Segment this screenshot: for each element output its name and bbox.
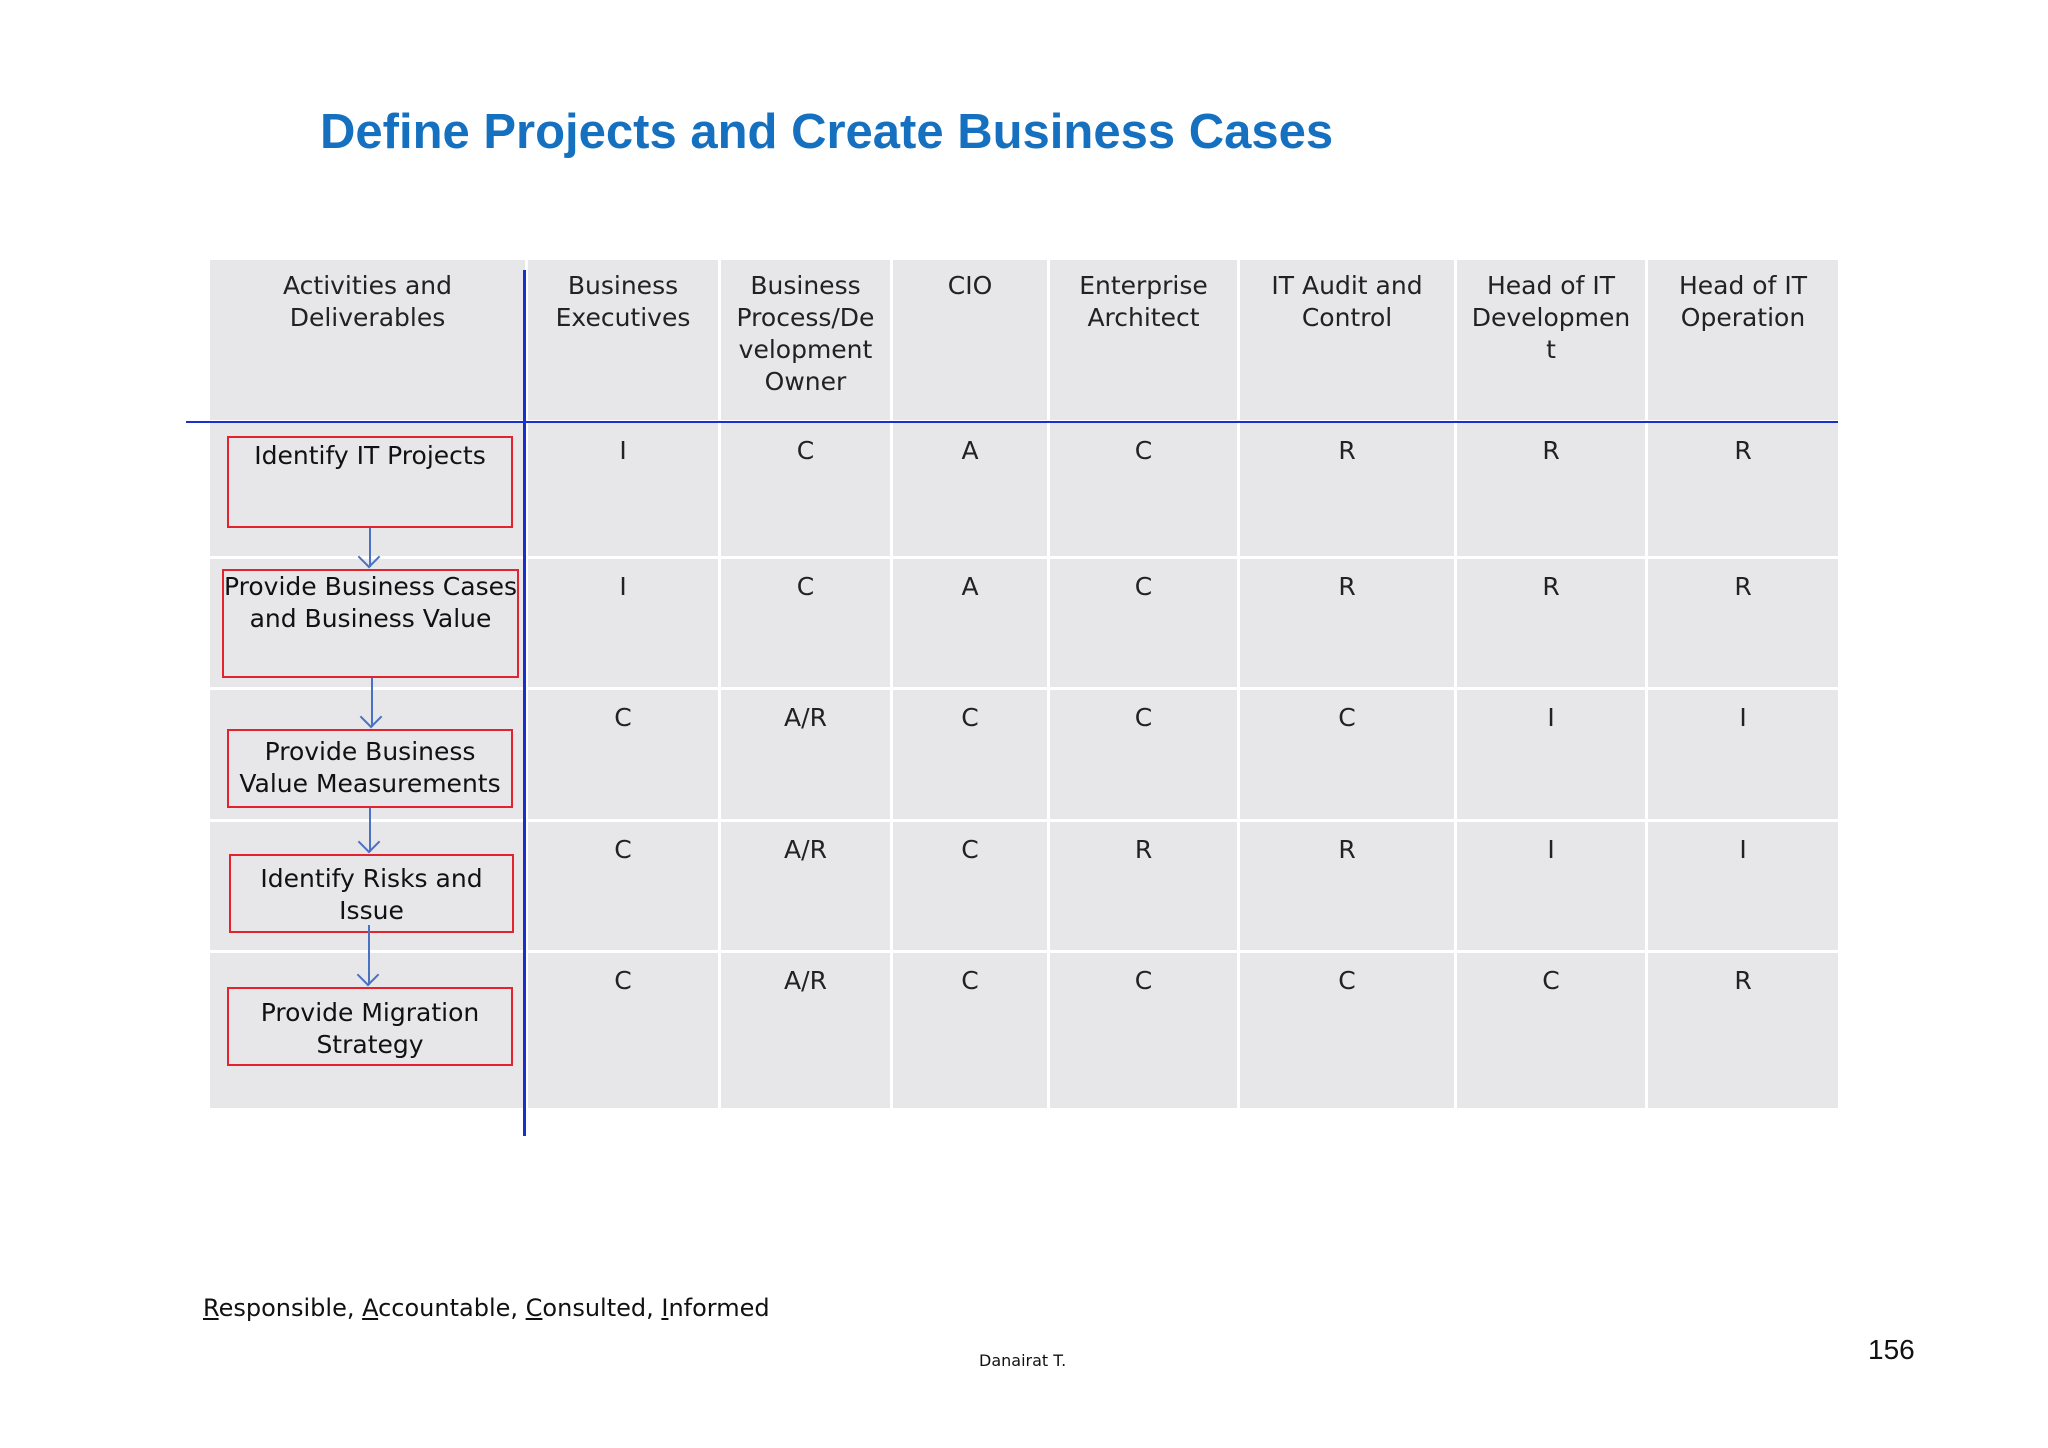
column-header: Business Process/De velopment Owner xyxy=(721,260,890,420)
column-header: IT Audit and Control xyxy=(1240,260,1454,420)
raci-value-cell: R xyxy=(1648,953,1838,1108)
raci-value-cell: C xyxy=(1240,690,1454,819)
raci-value-cell: C xyxy=(528,690,718,819)
raci-value-cell: C xyxy=(721,423,890,556)
raci-value-cell: R xyxy=(1457,559,1645,687)
page-number: 156 xyxy=(1868,1334,1915,1365)
author-footer: Danairat T. xyxy=(979,1351,1067,1370)
activity-box: Identify IT Projects xyxy=(227,436,513,528)
column-header: Business Executives xyxy=(528,260,718,420)
column-header: Enterprise Architect xyxy=(1050,260,1237,420)
activity-box: Provide Migration Strategy xyxy=(227,987,513,1066)
column-header: Activities and Deliverables xyxy=(210,260,525,420)
raci-value-cell: R xyxy=(1457,423,1645,556)
flow-arrow-icon xyxy=(362,678,382,729)
raci-value-cell: C xyxy=(1050,690,1237,819)
raci-value-cell: C xyxy=(893,822,1047,950)
legend-responsible: Responsible, xyxy=(203,1294,363,1322)
raci-value-cell: I xyxy=(1457,690,1645,819)
raci-value-cell: A/R xyxy=(721,690,890,819)
raci-value-cell: A xyxy=(893,559,1047,687)
raci-value-cell: I xyxy=(528,423,718,556)
flow-arrow-icon xyxy=(359,925,379,987)
column-header: CIO xyxy=(893,260,1047,420)
raci-value-cell: R xyxy=(1240,822,1454,950)
header-row-divider xyxy=(186,421,1838,423)
raci-value-cell: A/R xyxy=(721,822,890,950)
raci-value-cell: R xyxy=(1240,423,1454,556)
activity-box: Identify Risks and Issue xyxy=(229,854,514,933)
legend-accountable: Accountable, xyxy=(362,1294,526,1322)
page-title: Define Projects and Create Business Cases xyxy=(320,105,1334,159)
raci-value-cell: A xyxy=(893,423,1047,556)
raci-value-cell: C xyxy=(893,690,1047,819)
raci-value-cell: A/R xyxy=(721,953,890,1108)
raci-value-cell: R xyxy=(1050,822,1237,950)
raci-value-cell: C xyxy=(721,559,890,687)
flow-arrow-icon xyxy=(360,808,380,854)
legend-informed: Informed xyxy=(661,1294,770,1322)
activity-box: Provide Business Cases and Business Value xyxy=(222,569,519,678)
column-header: Head of IT Developmen t xyxy=(1457,260,1645,420)
raci-legend xyxy=(203,1294,770,1322)
raci-value-cell: C xyxy=(528,953,718,1108)
header-column-divider xyxy=(523,270,526,1136)
raci-value-cell: C xyxy=(1050,953,1237,1108)
raci-value-cell: I xyxy=(528,559,718,687)
raci-value-cell: C xyxy=(1050,423,1237,556)
raci-value-cell: C xyxy=(528,822,718,950)
raci-value-cell: I xyxy=(1648,690,1838,819)
raci-value-cell: R xyxy=(1648,423,1838,556)
column-header: Head of IT Operation xyxy=(1648,260,1838,420)
raci-value-cell: C xyxy=(1457,953,1645,1108)
raci-value-cell: C xyxy=(893,953,1047,1108)
raci-value-cell: C xyxy=(1050,559,1237,687)
legend-consulted: Consulted, xyxy=(525,1294,662,1322)
raci-value-cell: R xyxy=(1240,559,1454,687)
raci-value-cell: I xyxy=(1648,822,1838,950)
raci-value-cell: C xyxy=(1240,953,1454,1108)
raci-value-cell: I xyxy=(1457,822,1645,950)
activity-box: Provide Business Value Measurements xyxy=(227,729,513,808)
flow-arrow-icon xyxy=(360,528,380,569)
raci-value-cell: R xyxy=(1648,559,1838,687)
